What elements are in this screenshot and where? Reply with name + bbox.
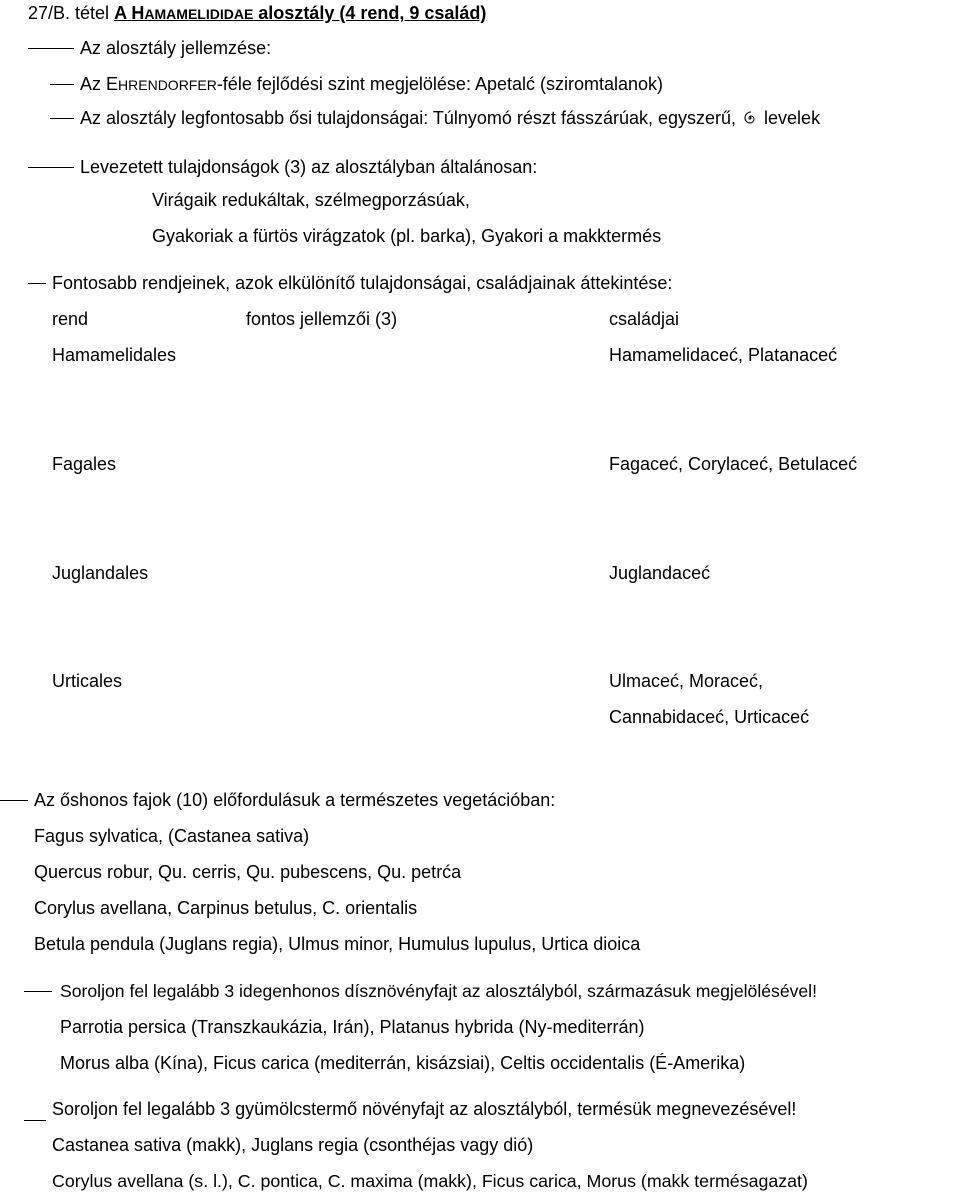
dash-ehrendorfer [50,84,74,85]
column-header-traits: fontos jellemzői (3) [246,309,398,329]
title-number: 27/B. tétel [28,3,115,23]
dash-ornamental [24,991,52,992]
derived-heading: Levezetett tulajdonságok (3) az alosztályban általánosan: [80,157,538,177]
native-line: Betula pendula (Juglans regia), Ulmus minor, Humulus lupulus, Urtica dioica [34,934,641,954]
order-name: Juglandales [52,563,149,583]
ancient-traits-line: Az alosztály legfontosabb ősi tulajdonságai: Túlnyomó részt fásszárúak, egyszerű, levelek [80,107,820,131]
order-name: Fagales [52,454,117,474]
dash-derived [28,167,74,168]
subclass-name: A HAMAMELIDIDAE alosztály (4 rend, 9 család) [114,3,487,23]
ornamental-heading: Soroljon fel legalább 3 idegenhonos dísznövényfajt az alosztályból, származásuk megjelölésével! [60,981,817,1001]
derived-line-2: Gyakoriak a fürtös virágzatok (pl. barka), Gyakori a makktermés [152,226,662,246]
order-families: Fagaceć, Corylaceć, Betulaceć [609,454,858,474]
fruit-line: Castanea sativa (makk), Juglans regia (csonthéjas vagy dió) [52,1135,534,1155]
ornamental-line: Parrotia persica (Transzkaukázia, Irán), Platanus hybrida (Ny-mediterrán) [60,1017,645,1037]
page-title [28,2,486,25]
order-families-cont: Cannabidaceć, Urticaceć [609,707,810,727]
dash-native [0,800,28,801]
derived-line-1: Virágaik redukáltak, szélmegporzásúak, [152,190,470,210]
order-name: Hamamelidales [52,345,177,365]
ornamental-line: Morus alba (Kína), Ficus carica (mediterrán, kisázsiai), Celtis occidentalis (É-Amerika) [60,1053,746,1073]
dash-orders [28,283,46,284]
spiral-icon [743,109,757,131]
orders-heading: Fontosabb rendjeinek, azok elkülönítő tulajdonságai, családjainak áttekintése: [52,273,673,293]
order-families: Ulmaceć, Moraceć, [609,671,764,691]
native-line: Quercus robur, Qu. cerris, Qu. pubescens, Qu. petrća [34,862,462,882]
order-families: Juglandaceć [609,563,711,583]
dash-characterization [28,48,74,49]
dash-fruit [24,1120,46,1121]
fruit-line: Corylus avellana (s. l.), C. pontica, C. maxima (makk), Ficus carica, Morus (makk termésagazat) [52,1171,808,1191]
ehrendorfer-line: Az EHRENDORFER-féle fejlődési szint megjelölése: Apetalć (sziromtalanok) [80,74,664,94]
column-header-order: rend [52,309,89,329]
native-line: Corylus avellana, Carpinus betulus, C. orientalis [34,898,418,918]
characterization-heading: Az alosztály jellemzése: [80,38,272,58]
native-line: Fagus sylvatica, (Castanea sativa) [34,826,310,846]
order-name: Urticales [52,671,123,691]
column-header-families: családjai [609,309,680,329]
order-families: Hamamelidaceć, Platanaceć [609,345,838,365]
dash-ancient [50,118,74,119]
fruit-heading: Soroljon fel legalább 3 gyümölcstermő növényfajt az alosztályból, termésük megnevezésével! [52,1099,797,1119]
native-heading: Az őshonos fajok (10) előfordulásuk a természetes vegetációban: [34,790,556,810]
